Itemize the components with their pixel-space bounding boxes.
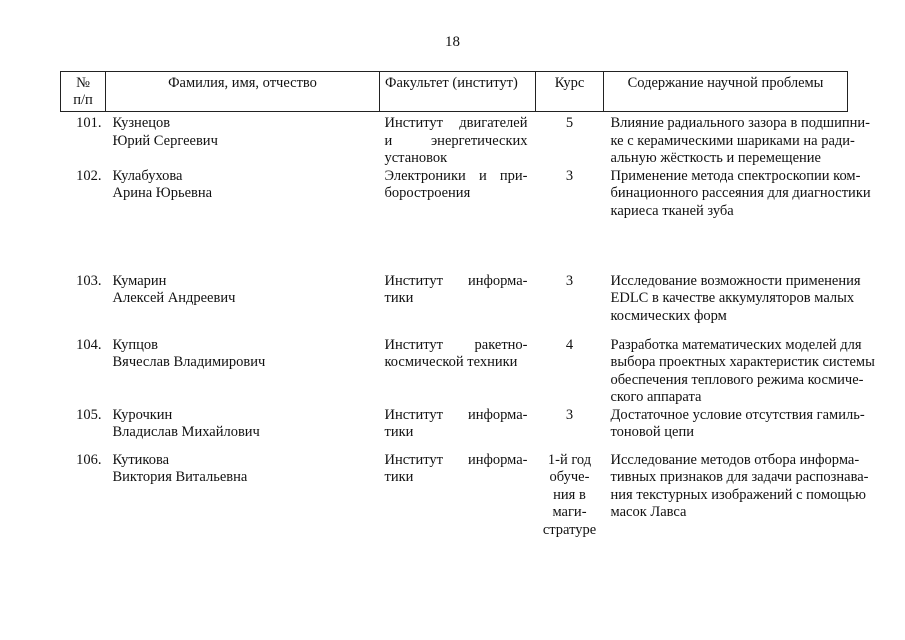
faculty-line: Электроники и при-	[384, 167, 528, 184]
course-line: 3	[565, 406, 574, 423]
problem-line: кариеса тканей зуба	[610, 202, 734, 219]
course-line: 5	[565, 115, 574, 131]
faculty-line: Институт двигателей	[384, 115, 528, 131]
course-line: стратуре	[542, 521, 597, 538]
problem-line: масок Лавса	[610, 504, 687, 520]
course-line: 4	[565, 336, 574, 353]
header-name: Фамилия, имя, отчество	[106, 72, 380, 112]
student-surname: Купцов	[112, 336, 158, 353]
research-problem	[604, 406, 865, 452]
course-line: 3	[565, 167, 574, 184]
student-name	[106, 337, 380, 407]
faculty-line: Институт информа-	[384, 272, 528, 289]
faculty	[380, 273, 536, 337]
header-number	[61, 72, 106, 112]
problem-line: космических форм	[610, 307, 727, 324]
student-given-names: Владислав Михайлович	[112, 424, 260, 440]
research-problem	[604, 167, 871, 273]
faculty-line: тики	[384, 290, 414, 306]
header-number-symbol: №	[76, 75, 90, 91]
problem-line: выбора проектных характеристик системы	[610, 354, 875, 370]
row-number: 102.	[76, 167, 102, 184]
student-surname: Кутикова	[112, 451, 170, 468]
student-name	[106, 273, 380, 337]
student-given-names: Арина Юрьевна	[112, 185, 213, 201]
student-surname: Кулабухова	[112, 167, 183, 184]
problem-line: тоновой цепи	[610, 424, 695, 440]
row-number: 106.	[76, 451, 102, 468]
row-number: 104.	[76, 336, 102, 353]
table-row	[61, 337, 848, 407]
course-line: обуче-	[549, 469, 590, 485]
student-surname: Курочкин	[112, 406, 173, 423]
course	[536, 407, 604, 452]
problem-line: ния текстурных изображений с помощью	[610, 486, 866, 503]
students-table	[60, 71, 875, 542]
faculty-line: и энергетических	[384, 132, 528, 149]
faculty-line: космической техники	[384, 354, 518, 370]
research-problem	[604, 112, 870, 168]
research-problem	[604, 336, 875, 407]
header-row	[61, 72, 848, 112]
table-row	[61, 407, 848, 452]
course	[536, 112, 604, 168]
table-row	[61, 168, 848, 273]
header-number-abbr: п/п	[73, 92, 93, 108]
table-header	[61, 72, 848, 112]
student-given-names: Юрий Сергеевич	[112, 132, 218, 149]
table-row	[61, 452, 848, 542]
student-name	[106, 407, 380, 452]
faculty-line: тики	[384, 469, 414, 485]
student-given-names: Алексей Андреевич	[112, 290, 236, 306]
problem-line: альную жёсткость и перемещение	[610, 150, 821, 166]
research-problem	[604, 451, 869, 542]
students-table-container	[60, 71, 875, 542]
problem-line: тивных признаков для задачи распознава-	[610, 469, 869, 485]
row-number: 103.	[76, 272, 102, 289]
student-given-names: Вячеслав Владимирович	[112, 354, 266, 370]
student-surname: Кузнецов	[112, 115, 171, 131]
problem-line: Исследование методов отбора информа-	[610, 451, 860, 468]
header-faculty: Факультет (институт)	[380, 72, 536, 112]
problem-line: ке с керамическими шариками на ради-	[610, 132, 855, 149]
faculty-line: Институт информа-	[384, 406, 528, 423]
row-number: 105.	[76, 406, 102, 423]
problem-line: Достаточное условие отсутствия гамиль-	[610, 406, 865, 423]
problem-line: Применение метода спектроскопии ком-	[610, 167, 861, 184]
problem-line: бинационного рассеяния для диагностики	[610, 185, 871, 201]
problem-line: Влияние радиального зазора в подшипни-	[610, 115, 870, 131]
faculty-line: Институт информа-	[384, 451, 528, 468]
problem-line: Исследование возможности применения	[610, 272, 861, 289]
course-line: маги-	[552, 504, 587, 520]
faculty-line: установок	[384, 150, 448, 166]
student-name	[106, 168, 380, 273]
faculty	[380, 407, 536, 452]
faculty	[380, 452, 536, 542]
faculty	[380, 112, 536, 168]
faculty-line: боростроения	[384, 185, 471, 201]
table-row	[61, 112, 848, 168]
course-line: 1-й год	[547, 451, 592, 468]
course-line: ния в	[553, 486, 586, 503]
student-given-names: Виктория Витальевна	[112, 469, 248, 485]
student-name	[106, 112, 380, 168]
header-course: Курс	[536, 72, 604, 112]
student-name	[106, 452, 380, 542]
table-row	[61, 273, 848, 337]
course	[536, 273, 604, 337]
problem-line: ского аппарата	[610, 389, 702, 405]
page-number: 18	[445, 34, 460, 50]
course	[536, 168, 604, 273]
faculty-line: Институт ракетно-	[384, 336, 528, 353]
student-surname: Кумарин	[112, 272, 167, 289]
table-body	[61, 112, 875, 542]
problem-line: Разработка математических моделей для	[610, 336, 862, 353]
header-problem: Содержание научной проблемы	[604, 72, 848, 112]
row-number: 101.	[76, 115, 102, 131]
course	[536, 337, 604, 407]
research-problem	[604, 272, 861, 337]
problem-line: EDLC в качестве аккумуляторов малых	[610, 290, 855, 306]
course	[536, 452, 604, 542]
problem-line: обеспечения теплового режима космиче-	[610, 371, 864, 388]
faculty	[380, 168, 536, 273]
faculty-line: тики	[384, 424, 414, 440]
course-line: 3	[565, 272, 574, 289]
faculty	[380, 337, 536, 407]
